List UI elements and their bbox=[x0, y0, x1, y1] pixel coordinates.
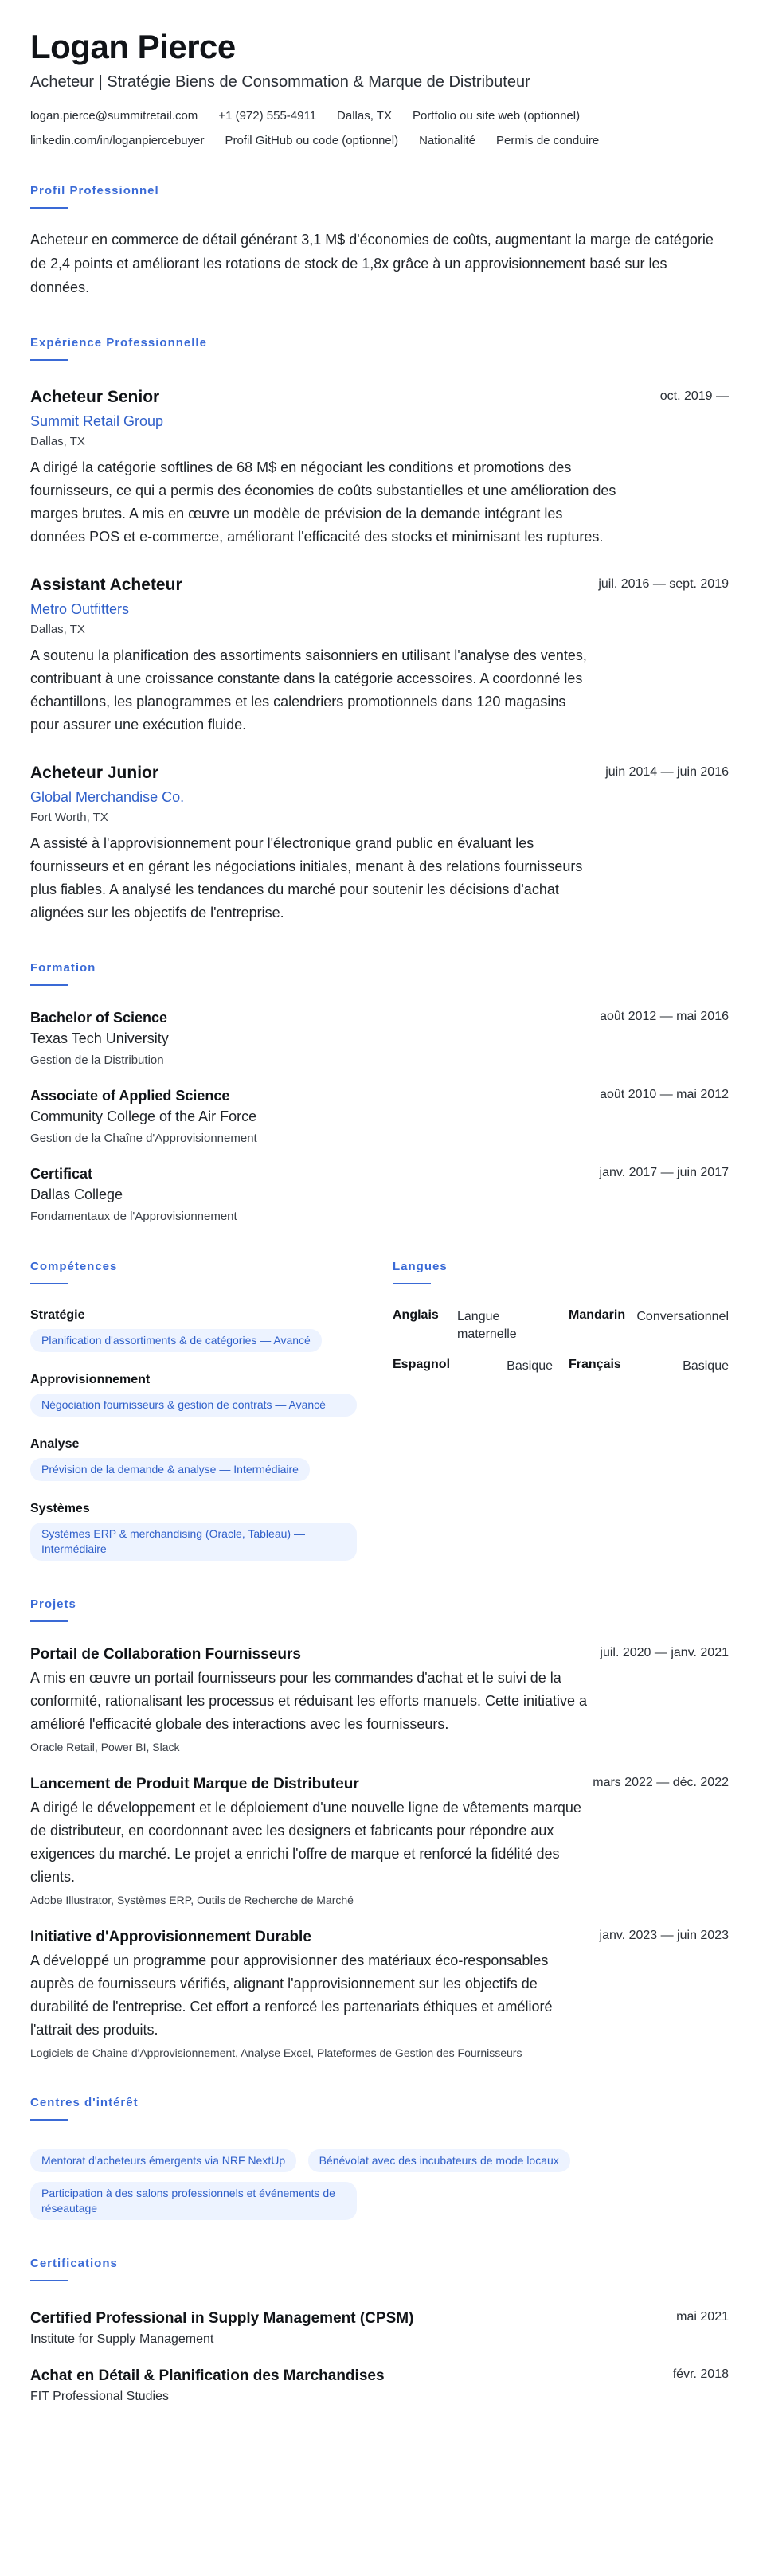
experience-entry bbox=[30, 388, 729, 549]
language-level: Basique bbox=[507, 1359, 553, 1374]
education-section bbox=[30, 961, 729, 1223]
section-divider bbox=[30, 2119, 68, 2121]
experience-section bbox=[30, 336, 729, 924]
language-item bbox=[569, 1308, 729, 1343]
resume-header bbox=[30, 29, 729, 147]
section-title: Compétences bbox=[30, 1260, 118, 1274]
candidate-headline: Acheteur | Stratégie Biens de Consommation & Marque de Distributeur bbox=[30, 73, 530, 92]
section-title: Profil Professionnel bbox=[30, 184, 159, 198]
profile-section bbox=[30, 184, 729, 299]
education-entry bbox=[30, 1088, 729, 1145]
section-divider bbox=[30, 207, 68, 209]
skill-chip: Négociation fournisseurs & gestion de contrats — Avancé bbox=[30, 1394, 357, 1417]
certifications-section bbox=[30, 2257, 729, 2404]
job-description: A assisté à l'approvisionnement pour l'électronique grand public en évaluant les fournisseurs et en gérant les négociations initiales, menant à des relations fournisseurs plus fiables. A analysé les tendances du marché pour soutenir les décisions d'achat alignées sur les objectifs de l'entreprise. bbox=[30, 835, 583, 921]
job-dates: juil. 2016 — sept. 2019 bbox=[598, 577, 729, 592]
contact-nationality: Nationalité bbox=[419, 134, 475, 148]
project-name: Initiative d'Approvisionnement Durable bbox=[30, 1929, 311, 1946]
project-tech: Adobe Illustrator, Systèmes ERP, Outils de Recherche de Marché bbox=[30, 1894, 354, 1907]
project-entry bbox=[30, 1776, 729, 1906]
project-entry bbox=[30, 1929, 729, 2059]
section-divider bbox=[393, 1283, 431, 1284]
interest-chip: Bénévolat avec des incubateurs de mode locaux bbox=[308, 2149, 570, 2172]
certification-date: févr. 2018 bbox=[672, 2367, 729, 2382]
job-dates: oct. 2019 — bbox=[659, 389, 729, 404]
job-description: A dirigé la catégorie softlines de 68 M$ en négociant les conditions et promotions des fournisseurs, ce qui a permis des économies de coûts substantielles et une amélioration des marges brutes. A mis en œuvre un modèle de prévision de la demande intégrant les données POS et e-commerce, améliorant l'efficacité des stocks et minimisant les ruptures. bbox=[30, 459, 616, 545]
section-title: Projets bbox=[30, 1597, 76, 1612]
job-location: Fort Worth, TX bbox=[30, 811, 108, 825]
skills-section bbox=[30, 1260, 393, 1561]
project-tech: Oracle Retail, Power BI, Slack bbox=[30, 1741, 180, 1754]
language-name: Mandarin bbox=[569, 1308, 626, 1323]
interest-chip: Participation à des salons professionnels et événements de réseautage bbox=[30, 2182, 357, 2220]
section-title: Formation bbox=[30, 961, 96, 975]
section-title: Centres d'intérêt bbox=[30, 2096, 139, 2110]
certification-date: mai 2021 bbox=[676, 2310, 729, 2324]
project-dates: mars 2022 — déc. 2022 bbox=[593, 1776, 729, 1790]
job-dates: juin 2014 — juin 2016 bbox=[605, 765, 729, 780]
education-entry bbox=[30, 1166, 729, 1223]
language-level: Langue maternelle bbox=[457, 1310, 517, 1342]
contact-portfolio[interactable]: Portfolio ou site web (optionnel) bbox=[412, 109, 581, 123]
project-description: A dirigé le développement et le déploiement d'une nouvelle ligne de vêtements marque de distributeur, en coordonnant avec les designers et fabricants pour répondre aux exigences du marché. Le projet a enrichi l'offre de marque et renforcé la fidélité des clients. bbox=[30, 1800, 581, 1886]
skill-category: Approvisionnement bbox=[30, 1373, 151, 1387]
languages-grid bbox=[393, 1308, 729, 1375]
certification-issuer: Institute for Supply Management bbox=[30, 2332, 214, 2347]
education-dates: août 2012 — mai 2016 bbox=[600, 1010, 729, 1024]
job-location: Dallas, TX bbox=[30, 623, 85, 637]
section-divider bbox=[30, 2280, 68, 2281]
interests-list bbox=[30, 2140, 729, 2220]
certification-name: Achat en Détail & Planification des Marchandises bbox=[30, 2367, 385, 2385]
language-name: Anglais bbox=[393, 1308, 439, 1323]
section-divider bbox=[30, 359, 68, 361]
job-title: Acheteur Junior bbox=[30, 764, 159, 783]
skill-category: Systèmes bbox=[30, 1502, 90, 1516]
languages-section bbox=[393, 1260, 729, 1561]
language-item bbox=[393, 1308, 553, 1343]
section-divider bbox=[30, 1620, 68, 1622]
language-item bbox=[569, 1358, 729, 1375]
study-field: Gestion de la Chaîne d'Approvisionnement bbox=[30, 1132, 257, 1146]
interests-section bbox=[30, 2096, 729, 2220]
study-field: Fondamentaux de l'Approvisionnement bbox=[30, 1210, 237, 1224]
section-title: Expérience Professionnelle bbox=[30, 336, 207, 350]
job-description: A soutenu la planification des assortiments saisonniers en utilisant l'analyse des ventes, contribuant à une croissance constante dans la catégorie accessoires. A coordonné les échantillons, les planogrammes et les calendriers promotionnels dans 120 magasins pour assurer une exécution fluide. bbox=[30, 647, 587, 733]
skill-chip: Prévision de la demande & analyse — Intermédiaire bbox=[30, 1458, 310, 1481]
contact-linkedin[interactable]: linkedin.com/in/loganpiercebuyer bbox=[30, 134, 205, 148]
job-title: Assistant Acheteur bbox=[30, 576, 182, 595]
profile-summary: Acheteur en commerce de détail générant 3,1 M$ d'économies de coûts, augmentant la marge de catégorie de 2,4 points et améliorant les rotations de stock de 1,8x grâce à un approvisionnement basé sur les données. bbox=[30, 232, 714, 296]
degree-name: Certificat bbox=[30, 1166, 93, 1182]
language-level: Basique bbox=[683, 1359, 729, 1374]
language-item bbox=[393, 1358, 553, 1375]
language-level: Conversationnel bbox=[636, 1310, 729, 1324]
contact-license: Permis de conduire bbox=[495, 134, 600, 148]
company-name: Metro Outfitters bbox=[30, 601, 130, 618]
certification-issuer: FIT Professional Studies bbox=[30, 2390, 170, 2404]
projects-section bbox=[30, 1597, 729, 2059]
project-entry bbox=[30, 1646, 729, 1753]
interest-chip: Mentorat d'acheteurs émergents via NRF NextUp bbox=[30, 2149, 296, 2172]
job-location: Dallas, TX bbox=[30, 435, 85, 449]
contact-phone[interactable]: +1 (972) 555-4911 bbox=[218, 109, 317, 123]
contact-list bbox=[30, 109, 729, 147]
degree-name: Bachelor of Science bbox=[30, 1010, 168, 1026]
skills-languages-row bbox=[30, 1260, 729, 1561]
certification-entry bbox=[30, 2367, 729, 2404]
education-dates: janv. 2017 — juin 2017 bbox=[599, 1166, 729, 1180]
section-title: Certifications bbox=[30, 2257, 118, 2271]
contact-github[interactable]: Profil GitHub ou code (optionnel) bbox=[225, 134, 399, 148]
school-name: Dallas College bbox=[30, 1186, 123, 1203]
skill-category: Stratégie bbox=[30, 1308, 85, 1323]
certification-name: Certified Professional in Supply Management (CPSM) bbox=[30, 2310, 414, 2328]
job-title: Acheteur Senior bbox=[30, 388, 160, 407]
contact-location: Dallas, TX bbox=[337, 109, 392, 123]
experience-entry bbox=[30, 576, 729, 737]
experience-entry bbox=[30, 764, 729, 924]
project-dates: janv. 2023 — juin 2023 bbox=[599, 1929, 729, 1943]
project-tech: Logiciels de Chaîne d'Approvisionnement, Analyse Excel, Plateformes de Gestion des Fournisseurs bbox=[30, 2046, 522, 2060]
section-divider bbox=[30, 1283, 68, 1284]
school-name: Community College of the Air Force bbox=[30, 1108, 257, 1125]
study-field: Gestion de la Distribution bbox=[30, 1053, 164, 1068]
school-name: Texas Tech University bbox=[30, 1030, 169, 1047]
candidate-name: Logan Pierce bbox=[30, 28, 236, 65]
project-dates: juil. 2020 — janv. 2021 bbox=[600, 1646, 729, 1660]
skill-chip: Planification d'assortiments & de catégories — Avancé bbox=[30, 1329, 322, 1352]
project-name: Lancement de Produit Marque de Distributeur bbox=[30, 1776, 359, 1793]
project-name: Portail de Collaboration Fournisseurs bbox=[30, 1646, 301, 1663]
project-description: A mis en œuvre un portail fournisseurs pour les commandes d'achat et le suivi de la conformité, rationalisant les processus et réduisant les efforts manuels. Cette initiative a amélioré l'efficacité globale des interactions avec les fournisseurs. bbox=[30, 1670, 588, 1733]
language-name: Espagnol bbox=[393, 1358, 451, 1372]
section-divider bbox=[30, 984, 68, 986]
certification-entry bbox=[30, 2310, 729, 2347]
project-description: A développé un programme pour approvisionner des matériaux éco-responsables auprès de fournisseurs vérifiés, alignant l'approvisionnement sur les objectifs de durabilité de l'entreprise. Cet effort a renforcé les partenariats éthiques et amélioré l'attrait des produits. bbox=[30, 1953, 553, 2039]
company-name: Global Merchandise Co. bbox=[30, 789, 185, 806]
education-dates: août 2010 — mai 2012 bbox=[600, 1088, 729, 1102]
language-name: Français bbox=[569, 1358, 621, 1372]
skill-category: Analyse bbox=[30, 1437, 80, 1452]
section-title: Langues bbox=[393, 1260, 448, 1274]
education-entry bbox=[30, 1010, 729, 1067]
company-name: Summit Retail Group bbox=[30, 413, 164, 430]
contact-email[interactable]: logan.pierce@summitretail.com bbox=[30, 109, 198, 123]
skill-chip: Systèmes ERP & merchandising (Oracle, Tableau) — Intermédiaire bbox=[30, 1523, 357, 1561]
degree-name: Associate of Applied Science bbox=[30, 1088, 230, 1104]
